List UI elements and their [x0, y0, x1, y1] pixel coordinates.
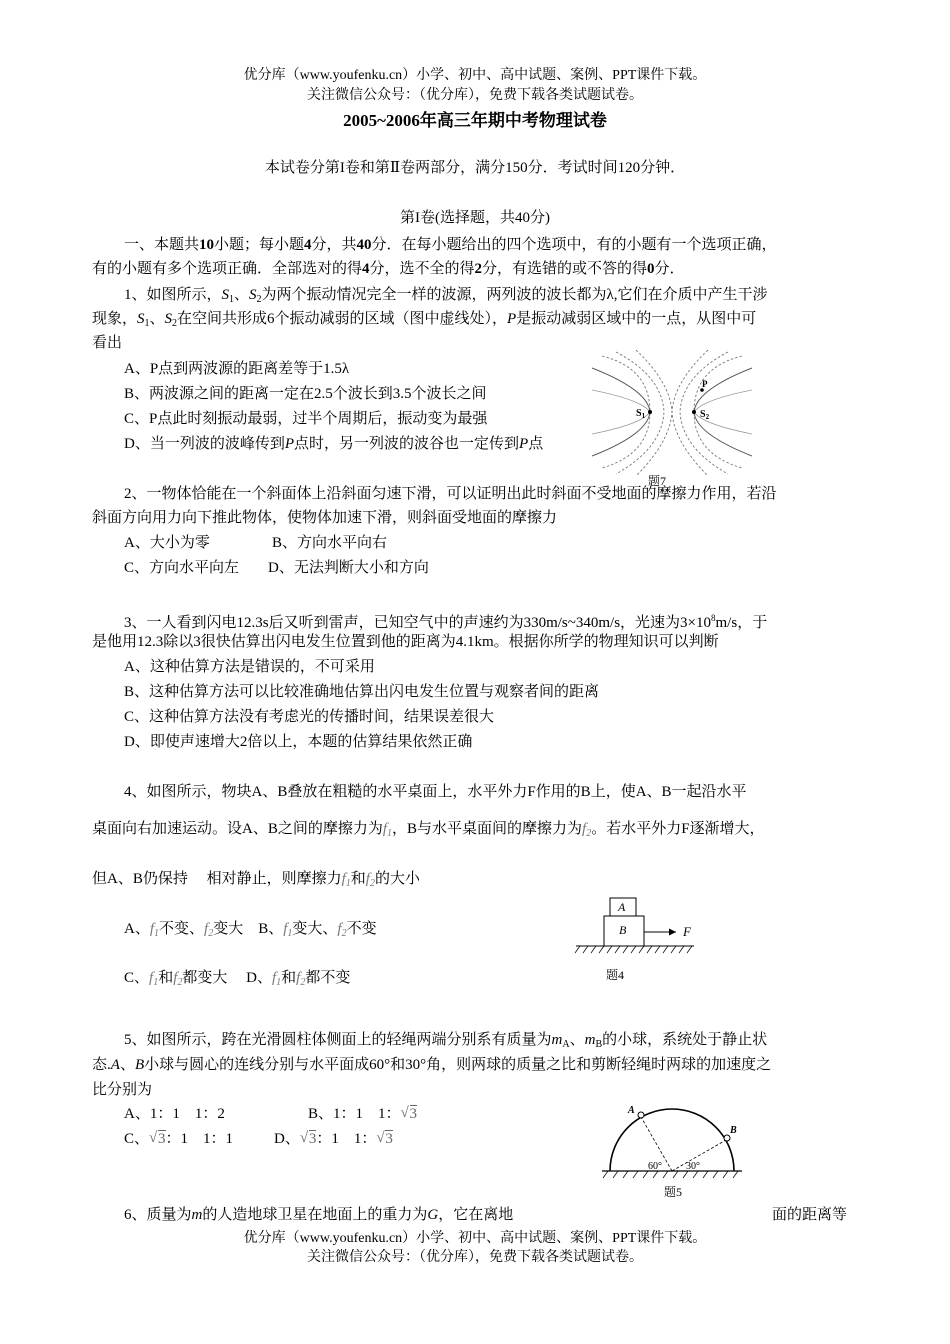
- label-ball-a: A: [628, 1105, 635, 1116]
- q4-stem-line-3: 但A、B仍保持 相对静止，则摩擦力$f_1$和$f_2$的大小: [92, 871, 420, 889]
- q1-stem-line-3: 看出: [92, 335, 123, 351]
- label-angle-60: 60°: [648, 1161, 662, 1172]
- ball-a: [638, 1112, 644, 1118]
- q6-stem-line-1: 6、质量为m的人造地球卫星在地面上的重力为G，它在离地: [124, 1207, 514, 1223]
- q4-options-ab: A、$f_1$不变、$f_2$变大 B、$f_1$变大、$f_2$不变: [124, 921, 377, 939]
- q5-option-d: D、√ 3：1 1：√ 3: [274, 1129, 393, 1149]
- q2-option-d: D、无法判断大小和方向: [268, 560, 429, 576]
- q3-option-a: A、这种估算方法是错误的，不可采用: [124, 659, 375, 675]
- q2-stem-line-1: 2、一物体恰能在一个斜面体上沿斜面匀速下滑，可以证明出此时斜面不受地面的摩擦力作用，若沿: [124, 486, 777, 502]
- label-s1: $S_1$: [636, 408, 646, 420]
- q3-option-c: C、这种估算方法没有考虑光的传播时间，结果误差很大: [124, 709, 495, 725]
- label-ball-b: B: [730, 1125, 737, 1136]
- page-title: 2005~2006年高三年期中考物理试卷: [343, 111, 607, 130]
- label-a: A: [618, 900, 626, 914]
- footer-line-1: 优分库（www.youfenku.cn）小学、初中、高中试题、案例、PPT课件下载。: [243, 1231, 707, 1246]
- q2-option-c: C、方向水平向左: [124, 560, 240, 576]
- q6-stem-line-1-end: 面的距离等: [772, 1207, 848, 1223]
- q5-option-a: A、1：1 1：2: [124, 1106, 225, 1122]
- q5-option-b: B、1：1 1：√ 3: [308, 1104, 417, 1124]
- label-p: P: [702, 379, 708, 389]
- source-s1-dot: [648, 410, 652, 414]
- figure-interference: [592, 350, 752, 478]
- footer-line-2: 关注微信公众号：（优分库），免费下载各类试题试卷。: [307, 1250, 643, 1265]
- q4-stem-line-2: 桌面向右加速运动。设A、B之间的摩擦力为$f_1$，B与水平桌面间的摩擦力为$f_2$。若水平外力F逐渐增大，: [92, 821, 765, 839]
- q1-option-b: B、两波源之间的距离一定在2.5个波长到3.5个波长之间: [124, 386, 487, 402]
- figure-caption-4: 题4: [606, 968, 625, 982]
- section-instructions-2: 有的小题有多个选项正确．全部选对的得4分，选不全的得2分，有选错的或不答的得0分．: [92, 261, 685, 277]
- q4-options-cd: C、$f_1$和$f_2$都变大 D、$f_1$和$f_2$都不变: [124, 970, 351, 988]
- figure-blocks: [572, 892, 702, 962]
- q1-stem-line-1: 1、如图所示，$S_1$、$S_2$为两个振动情况完全一样的波源，两列波的波长都为λ,它们在介质中产生干涉: [124, 287, 768, 305]
- figure-caption-7: 题7: [648, 474, 667, 488]
- figure-caption-5: 题5: [664, 1185, 683, 1199]
- section-title: 第I卷(选择题，共40分): [400, 210, 550, 226]
- q3-option-b: B、这种估算方法可以比较准确地估算出闪电发生位置与观察者间的距离: [124, 684, 600, 700]
- q5-stem-line-3: 比分别为: [92, 1082, 153, 1098]
- q1-option-c: C、P点此时刻振动最弱，过半个周期后，振动变为最强: [124, 411, 488, 427]
- q1-option-a: A、P点到两波源的距离差等于1.5λ: [124, 361, 350, 377]
- section-instructions-1: 一、本题共10小题；每小题4分，共40分．在每小题给出的四个选项中，有的小题有一个选项正确，: [124, 237, 777, 253]
- q1-stem-line-2: 现象，$S_1$、$S_2$在空间共形成6个振动减弱的区域（图中虚线处），P是振动减弱区域中的一点，从图中可: [92, 311, 757, 329]
- q2-option-a: A、大小为零: [124, 535, 210, 551]
- q5-stem-line-2: 态.A、B小球与圆心的连线分别与水平面成60°和30°角，则两球的质量之比和剪断轻绳时两球的加速度之: [92, 1057, 772, 1073]
- source-s2-dot: [692, 410, 696, 414]
- header-line-1: 优分库（www.youfenku.cn）小学、初中、高中试题、案例、PPT课件下载。: [243, 68, 707, 83]
- header-line-2: 关注微信公众号：（优分库），免费下载各类试题试卷。: [307, 88, 643, 103]
- q3-option-d: D、即使声速增大2倍以上，本题的估算结果依然正确: [124, 734, 473, 750]
- q3-stem-line-2: 是他用12.3除以3很快估算出闪电发生位置到他的距离为4.1km。根据你所学的物理知识可以判断: [92, 634, 719, 650]
- q2-stem-line-2: 斜面方向用力向下推此物体，使物体加速下滑，则斜面受地面的摩擦力: [92, 510, 558, 526]
- q2-option-b: B、方向水平向右: [272, 535, 388, 551]
- q5-stem-line-1: 5、如图所示，跨在光滑圆柱体侧面上的轻绳两端分别系有质量为$m_A$、$m_B$的小球，系统处于静止状: [124, 1032, 768, 1050]
- figure-cylinder: [596, 1095, 746, 1183]
- label-s2: $S_2$: [700, 409, 710, 421]
- label-b: B: [619, 923, 627, 937]
- q4-stem-line-1: 4、如图所示，物块A、B叠放在粗糙的水平桌面上，水平外力F作用的B上，使A、B一起沿水平: [124, 784, 747, 800]
- q3-stem-line-1: 3、一人看到闪电12.3s后又听到雷声，已知空气中的声速约为330m/s~340m/s，光速为$3\times 10^8m/s$，于: [124, 613, 768, 631]
- label-angle-30: 30°: [686, 1161, 700, 1172]
- q5-option-c: C、√ 3：1 1：1: [124, 1129, 233, 1149]
- exam-intro: 本试卷分第I卷和第Ⅱ卷两部分，满分150分．考试时间120分钟．: [264, 160, 686, 176]
- q1-option-d: D、当一列波的波峰传到P点时，另一列波的波谷也一定传到P点: [124, 436, 544, 452]
- cylinder-arc: [610, 1109, 734, 1171]
- label-f: F: [683, 924, 691, 939]
